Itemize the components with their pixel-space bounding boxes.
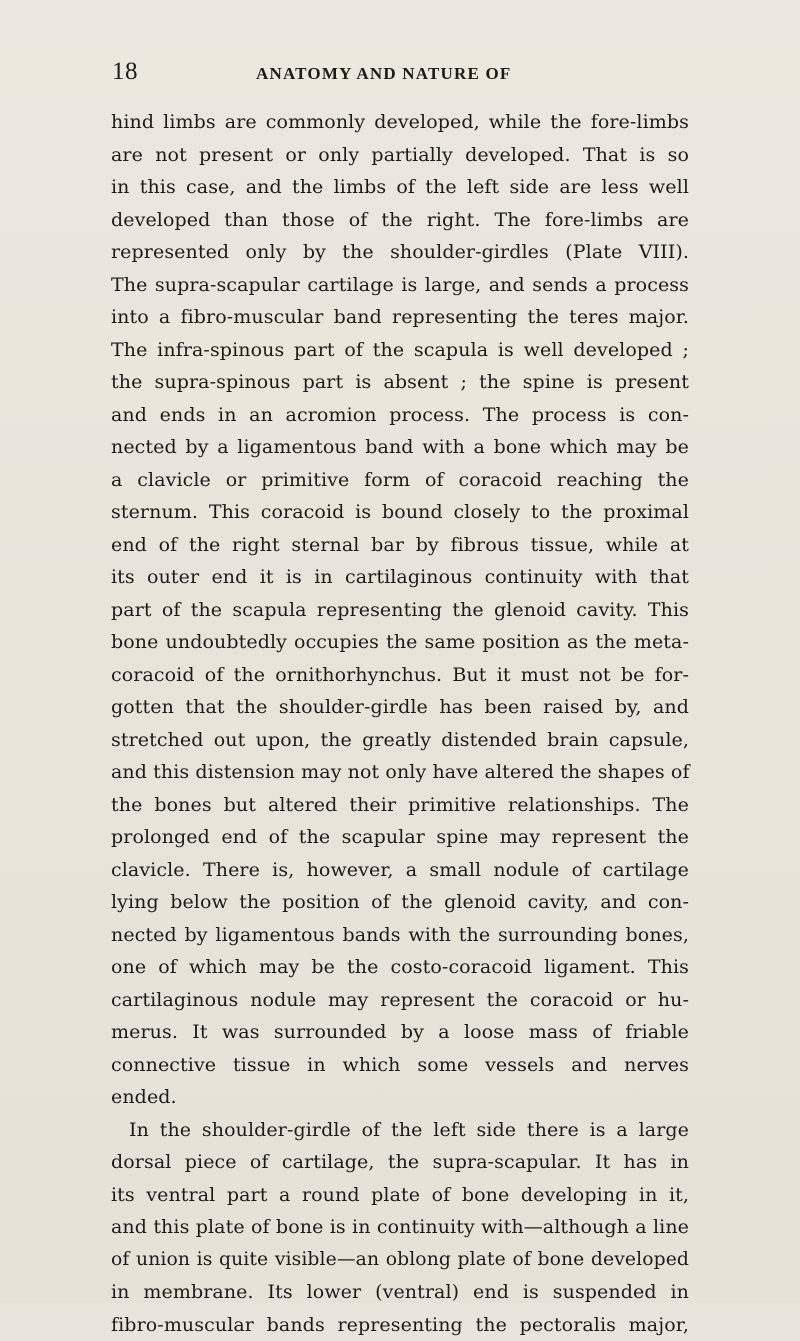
text-line: fibro-muscular bands representing the pectoralis major, — [111, 1309, 689, 1341]
text-line: connective tissue in which some vessels and nerves — [111, 1049, 689, 1082]
text-line: a clavicle or primitive form of coracoid reaching the — [111, 464, 689, 497]
text-line: bone undoubtedly occupies the same position as the meta- — [111, 626, 689, 659]
body-text — [111, 106, 689, 1341]
text-line: prolonged end of the scapular spine may represent the — [111, 821, 689, 854]
text-line: into a fibro-muscular band representing the teres major. — [111, 301, 689, 334]
text-line: The infra-spinous part of the scapula is well developed ; — [111, 334, 689, 367]
text-line: and this distension may not only have altered the shapes of — [111, 756, 689, 789]
text-line: in membrane. Its lower (ventral) end is suspended in — [111, 1276, 689, 1309]
text-line: one of which may be the costo-coracoid ligament. This — [111, 951, 689, 984]
text-line: part of the scapula representing the glenoid cavity. This — [111, 594, 689, 627]
text-line: stretched out upon, the greatly distended brain capsule, — [111, 724, 689, 757]
text-line: coracoid of the ornithorhynchus. But it must not be for- — [111, 659, 689, 692]
text-line: cartilaginous nodule may represent the coracoid or hu- — [111, 984, 689, 1017]
text-line: gotten that the shoulder-girdle has been raised by, and — [111, 691, 689, 724]
text-line: dorsal piece of cartilage, the supra-scapular. It has in — [111, 1146, 689, 1179]
text-line: nected by a ligamentous band with a bone which may be — [111, 431, 689, 464]
text-line: sternum. This coracoid is bound closely to the proximal — [111, 496, 689, 529]
text-line: nected by ligamentous bands with the surrounding bones, — [111, 919, 689, 952]
page-number: 18 — [112, 58, 138, 86]
text-line: lying below the position of the glenoid cavity, and con- — [111, 886, 689, 919]
text-line: developed than those of the right. The fore-limbs are — [111, 204, 689, 237]
text-line: end of the right sternal bar by fibrous tissue, while at — [111, 529, 689, 562]
text-line: The supra-scapular cartilage is large, and sends a process — [111, 269, 689, 302]
page-header — [0, 58, 800, 88]
text-line: the bones but altered their primitive relationships. The — [111, 789, 689, 822]
text-line: of union is quite visible—an oblong plate of bone developed — [111, 1244, 689, 1277]
text-line: represented only by the shoulder-girdles (Plate VIII). — [111, 236, 689, 269]
text-line: In the shoulder-girdle of the left side there is a large — [111, 1114, 689, 1147]
text-line: merus. It was surrounded by a loose mass of friable — [111, 1016, 689, 1049]
text-line: and ends in an acromion process. The process is con- — [111, 399, 689, 432]
text-line: clavicle. There is, however, a small nodule of cartilage — [111, 854, 689, 887]
running-head: ANATOMY AND NATURE OF — [256, 64, 512, 84]
text-line: in this case, and the limbs of the left side are less well — [111, 171, 689, 204]
text-line: hind limbs are commonly developed, while the fore-limbs — [111, 106, 689, 139]
text-line: are not present or only partially developed. That is so — [111, 139, 689, 172]
text-line: and this plate of bone is in continuity with—although a line — [111, 1211, 689, 1244]
text-line: its ventral part a round plate of bone developing in it, — [111, 1179, 689, 1212]
text-line: the supra-spinous part is absent ; the spine is present — [111, 366, 689, 399]
text-line: its outer end it is in cartilaginous continuity with that — [111, 561, 689, 594]
text-line: ended. — [111, 1081, 689, 1114]
